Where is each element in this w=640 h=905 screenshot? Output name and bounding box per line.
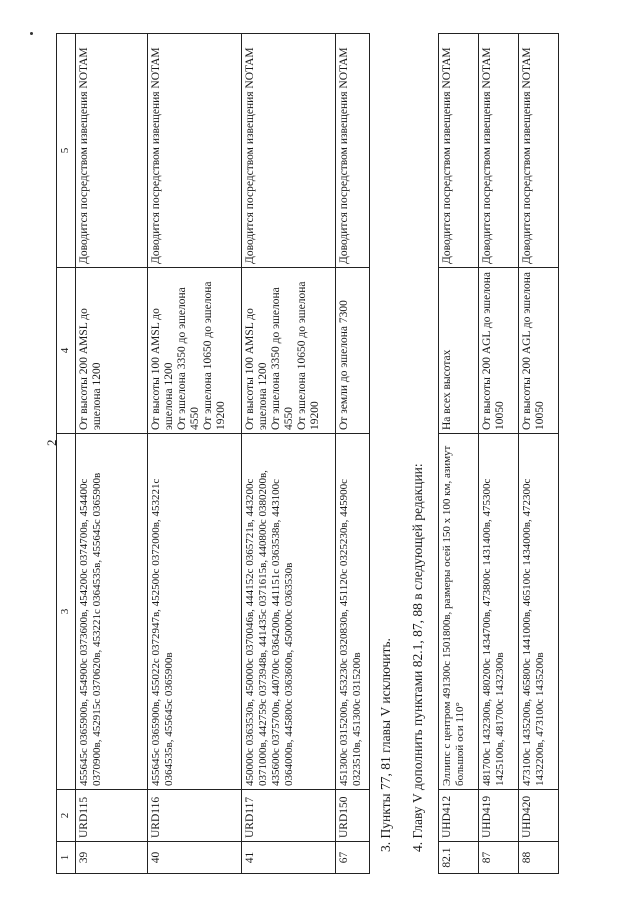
height-line: От эшелона 10650 до эшелона 19200 [202, 281, 227, 430]
zone-heights [148, 268, 242, 434]
scan-speck [30, 32, 33, 35]
notam-note: Доводится посредством извещения NOTAM [148, 34, 242, 268]
notam-note: Доводится посредством извещения NOTAM [519, 34, 559, 268]
zone-coordinates: 451300с 0315200в, 453230с 0320830в, 451120с 0325230в, 445900с 0323510в, 451300с 0315200в [336, 434, 370, 790]
notam-note: Доводится посредством извещения NOTAM [439, 34, 479, 268]
notam-note: Доводится посредством извещения NOTAM [76, 34, 148, 268]
notam-note: Доводится посредством извещения NOTAM [479, 34, 519, 268]
header-col-4: 4 [57, 268, 76, 434]
zones-table-first [56, 33, 370, 874]
header-col-1: 1 [57, 842, 76, 874]
height-line: От земли до эшелона 7300 [338, 300, 350, 430]
zones-table-second [438, 33, 559, 874]
row-number: 40 [148, 842, 242, 874]
zone-coordinates: 481700с 1432300в, 480200с 1434700в, 473800с 1431400в, 475300с 1425100в, 481700с 1432300в [479, 434, 519, 790]
zone-coordinates: Эллипс с центром 491300с 1501800в, размеры осей 150 х 100 км, азимут большой оси 110° [439, 434, 479, 790]
zone-code: URD115 [76, 790, 148, 842]
height-line: От высоты 200 AGL до эшелона 10050 [481, 271, 506, 430]
zone-code: UHD420 [519, 790, 559, 842]
row-number: 39 [76, 842, 148, 874]
notam-note: Доводится посредством извещения NOTAM [242, 34, 336, 268]
zone-coordinates: 473100с 1435200в, 465800с 1441000в, 465100с 1434000в, 472300с 1432200в, 473100с 1435200в [519, 434, 559, 790]
zone-code: URD117 [242, 790, 336, 842]
header-col-5: 5 [57, 34, 76, 268]
zone-coordinates: 450000с 0363530в, 450000с 0370046в, 444152с 0365721в, 443200с 0371000в, 442759с 0373948в, 441435с 0371615в, 440800с 0380200в, 435600с 0375700в, 440700с 0364200в, 441151с 0363538в, 443100с 0364000в, 445800с 0363600в, 450000с 0363530в [242, 434, 336, 790]
header-col-3: 3 [57, 434, 76, 790]
instruction-3: 3. Пункты 77, 81 главы V исключить. [378, 638, 393, 852]
table-row [519, 34, 559, 874]
instruction-4: 4. Главу V дополнить пунктами 82.1, 87, 88 в следующей редакции: [410, 463, 425, 852]
table-row [479, 34, 519, 874]
rotated-page-content [56, 34, 616, 874]
table-row [439, 34, 479, 874]
height-line: От эшелона 3350 до эшелона 4550 [176, 287, 201, 430]
zone-code: UHD419 [479, 790, 519, 842]
zone-heights [479, 268, 519, 434]
zone-heights [76, 268, 148, 434]
height-line: От высоты 100 AMSL до эшелона 1200 [150, 308, 175, 430]
zone-code: UHD412 [439, 790, 479, 842]
height-line: На всех высотах [441, 349, 453, 430]
zone-heights [336, 268, 370, 434]
height-line: От высоты 200 AMSL до эшелона 1200 [78, 308, 103, 430]
page-number: 2 [44, 439, 59, 446]
height-line: От высоты 200 AGL до эшелона 10050 [521, 271, 546, 430]
row-number: 87 [479, 842, 519, 874]
zone-heights [242, 268, 336, 434]
height-line: От эшелона 10650 до эшелона 19200 [296, 281, 321, 430]
zone-code: URD116 [148, 790, 242, 842]
table-row [336, 34, 370, 874]
zone-heights [439, 268, 479, 434]
height-line: От высоты 100 AMSL до эшелона 1200 [244, 308, 269, 430]
notam-note: Доводится посредством извещения NOTAM [336, 34, 370, 268]
row-number: 67 [336, 842, 370, 874]
row-number: 41 [242, 842, 336, 874]
header-col-2: 2 [57, 790, 76, 842]
table-header-row [57, 34, 76, 874]
table-row [148, 34, 242, 874]
zone-coordinates: 455645с 0365900в, 454900с 0373600в, 454200с 0374700в, 454400с 0370900в, 452915с 0370620в, 453221с 0364535в, 455645с 0365900в [76, 434, 148, 790]
zone-coordinates: 455645с 0365900в, 455022с 0372947в, 452500с 0372000в, 453221с 0364535в, 455645с 0365900в [148, 434, 242, 790]
height-line: От эшелона 3350 до эшелона 4550 [270, 287, 295, 430]
row-number: 82.1 [439, 842, 479, 874]
row-number: 88 [519, 842, 559, 874]
table-row [76, 34, 148, 874]
zone-heights [519, 268, 559, 434]
table-row [242, 34, 336, 874]
zone-code: URD150 [336, 790, 370, 842]
